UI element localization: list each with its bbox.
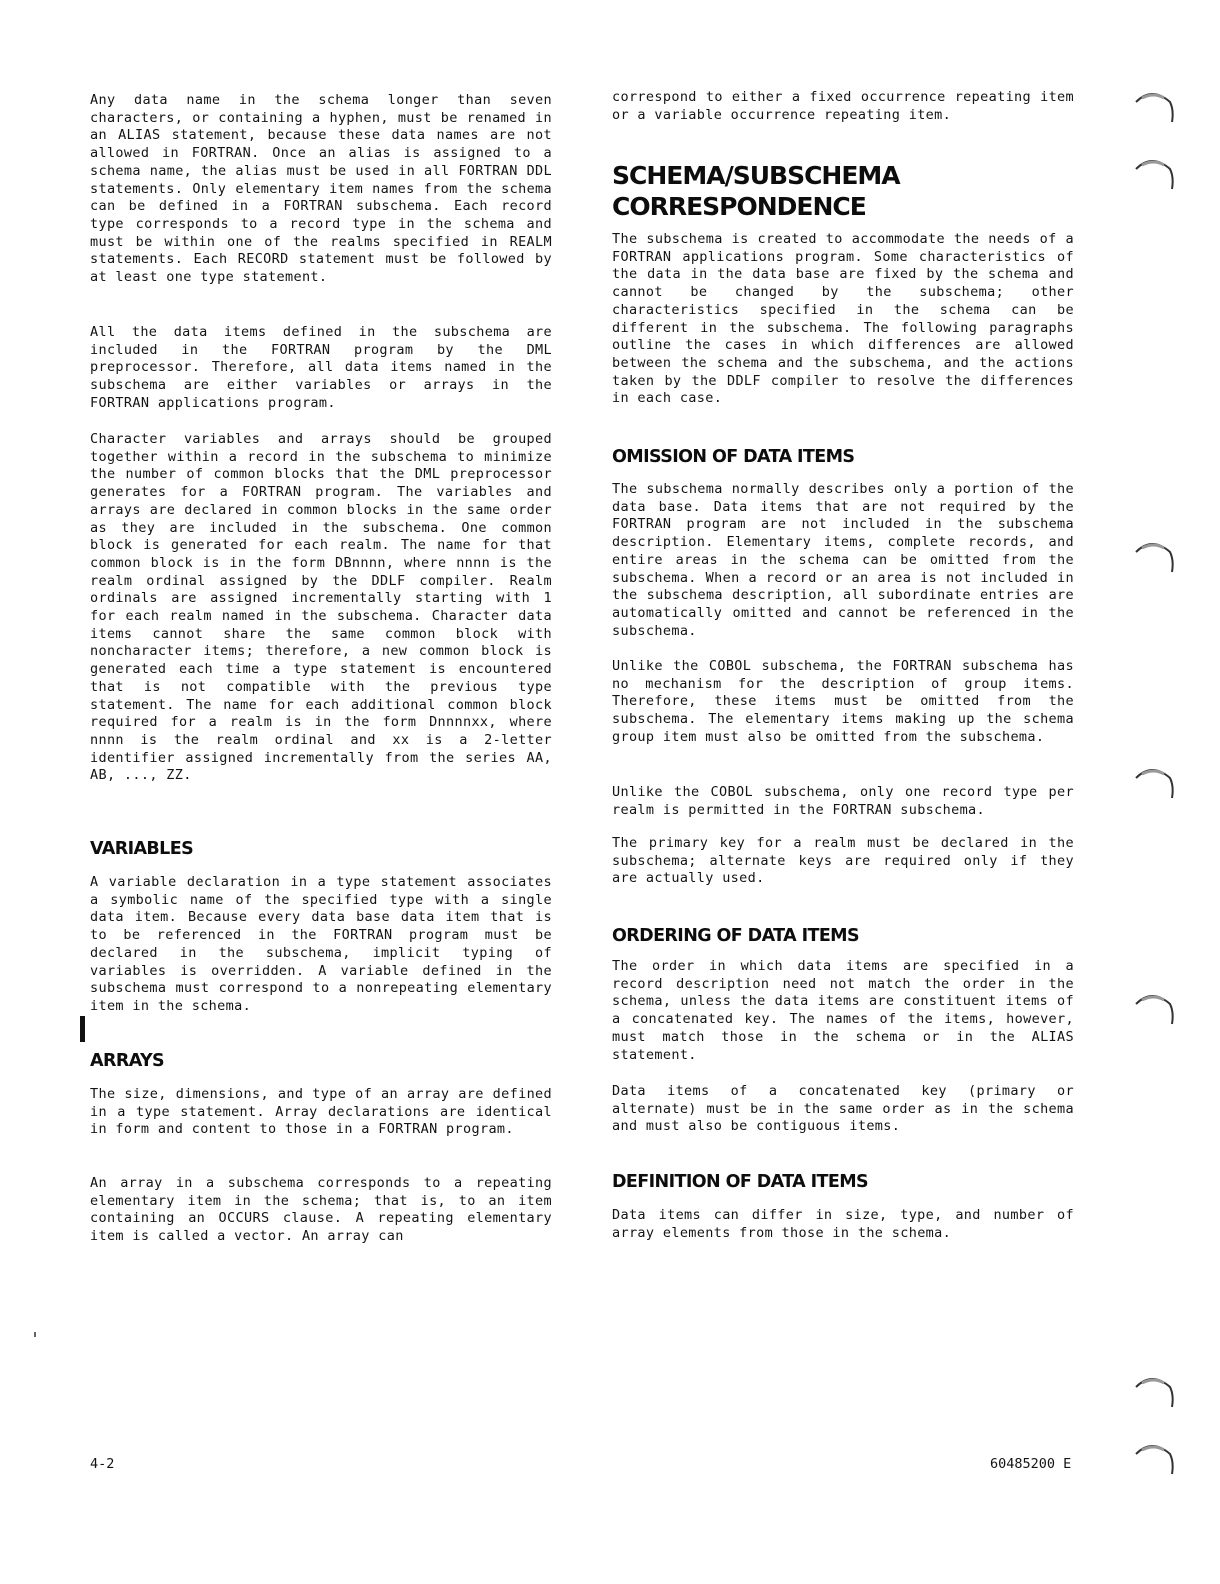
paragraph-record-type-per-realm: Unlike the COBOL subschema, only one record type per realm is permitted in the FORTRAN subschema. <box>612 784 1074 818</box>
paragraph-primary-key: The primary key for a realm must be declared in the subschema; alternate keys are required only if they are actually used. <box>612 835 1074 887</box>
paragraph-array-declarations: The size, dimensions, and type of an array are defined in a type statement. Array declarations are identical in form and content to those in a FORTRAN program. <box>90 1086 552 1138</box>
paragraph-array-correspondence: correspond to either a fixed occurrence repeating item or a variable occurrence repeating item. <box>612 89 1074 123</box>
revision-change-bar <box>80 1016 85 1042</box>
section-heading-ordering: ORDERING OF DATA ITEMS <box>612 926 859 946</box>
punch-hole-mark <box>1130 538 1176 576</box>
paragraph-ordering: The order in which data items are specified in a record description need not match the order in the schema, unless the data items are constituent items of a concatenated key. The names of the items, however, must match those in the schema or in the ALIAS statement. <box>612 958 1074 1063</box>
paragraph-definition: Data items can differ in size, type, and number of array elements from those in the schema. <box>612 1207 1074 1241</box>
paragraph-subschema-purpose: The subschema is created to accommodate the needs of a FORTRAN applications program. Some characteristics of the data in the data base are fixed by the schema and cannot be changed by the subschema; other characteristics specified in the schema can be different in the subschema. The following paragraphs outline the cases in which differences are allowed between the schema and the subschema, and the actions taken by the DDLF compiler to resolve the differences in each case. <box>612 231 1074 407</box>
paragraph-data-items-included: All the data items defined in the subschema are included in the FORTRAN program by the DML preprocessor. Therefore, all data items named in the subschema are either variables or arrays in the FORTRAN applications program. <box>90 324 552 411</box>
punch-hole-mark <box>1130 1373 1176 1411</box>
paragraph-group-items: Unlike the COBOL subschema, the FORTRAN subschema has no mechanism for the description of group items. Therefore, these items must be omitted from the subschema. The elementary items making up the schema group item must also be omitted from the subschema. <box>612 658 1074 745</box>
punch-hole-mark <box>1130 764 1176 802</box>
main-heading-schema-subschema <box>612 160 900 222</box>
punch-hole-mark <box>1130 990 1176 1028</box>
section-heading-variables: VARIABLES <box>90 839 194 859</box>
paragraph-alias-rules: Any data name in the schema longer than seven characters, or containing a hyphen, must be renamed in an ALIAS statement, because these data names are not allowed in FORTRAN. Once an alias is assigned to a schema name, the alias must be used in all FORTRAN DDL statements. Only elementary item names from the schema can be defined in a FORTRAN subschema. Each record type corresponds to a record type in the schema and must be within one of the realms specified in REALM statements. Each RECORD statement must be followed by at least one type statement. <box>90 92 552 286</box>
punch-hole-mark <box>1130 1440 1176 1478</box>
scan-speck <box>34 1332 36 1337</box>
document-number: 60485200 E <box>990 1456 1072 1472</box>
paragraph-array-vector: An array in a subschema corresponds to a repeating elementary item in the schema; that is, to an item containing an OCCURS clause. A repeating elementary item is called a vector. An array can <box>90 1175 552 1245</box>
page-number: 4-2 <box>90 1456 115 1472</box>
paragraph-common-blocks: Character variables and arrays should be grouped together within a record in the subschema to minimize the number of common blocks that the DML preprocessor generates for a FORTRAN program. The variables and arrays are declared in common blocks in the same order as they are included in the subschema. One common block is generated for each realm. The name for that common block is in the form DBnnnn, where nnnn is the realm ordinal assigned by the DDLF compiler. Realm ordinals are assigned incrementally starting with 1 for each realm named in the subschema. Character data items cannot share the same common block with noncharacter items; therefore, a new common block is generated each time a type statement is encountered that is not compatible with the previous type statement. The name for each additional common block required for a realm is in the form Dnnnnxx, where nnnn is the realm ordinal and xx is a 2-letter identifier assigned incrementally from the series AA, AB, ..., ZZ. <box>90 431 552 784</box>
section-heading-arrays: ARRAYS <box>90 1051 165 1071</box>
main-heading-line-1: SCHEMA/SUBSCHEMA <box>612 161 900 190</box>
punch-hole-mark <box>1130 88 1176 126</box>
paragraph-omission: The subschema normally describes only a portion of the data base. Data items that are not required by the FORTRAN program are not included in the subschema description. Elementary items, complete records, and entire areas in the schema can be omitted from the subschema. When a record or an area is not included in the subschema description, all subordinate entries are automatically omitted and cannot be referenced in the subschema. <box>612 481 1074 639</box>
main-heading-line-2: CORRESPONDENCE <box>612 192 866 221</box>
paragraph-concatenated-key: Data items of a concatenated key (primary or alternate) must be in the same order as in the schema and must also be contiguous items. <box>612 1083 1074 1135</box>
section-heading-definition: DEFINITION OF DATA ITEMS <box>612 1172 869 1192</box>
punch-hole-mark <box>1130 155 1176 193</box>
section-heading-omission: OMISSION OF DATA ITEMS <box>612 447 855 467</box>
paragraph-variables: A variable declaration in a type statement associates a symbolic name of the specified type with a single data item. Because every data base data item that is to be referenced in the FORTRAN program must be declared in the subschema, implicit typing of variables is overridden. A variable defined in the subschema must correspond to a nonrepeating elementary item in the schema. <box>90 874 552 1014</box>
